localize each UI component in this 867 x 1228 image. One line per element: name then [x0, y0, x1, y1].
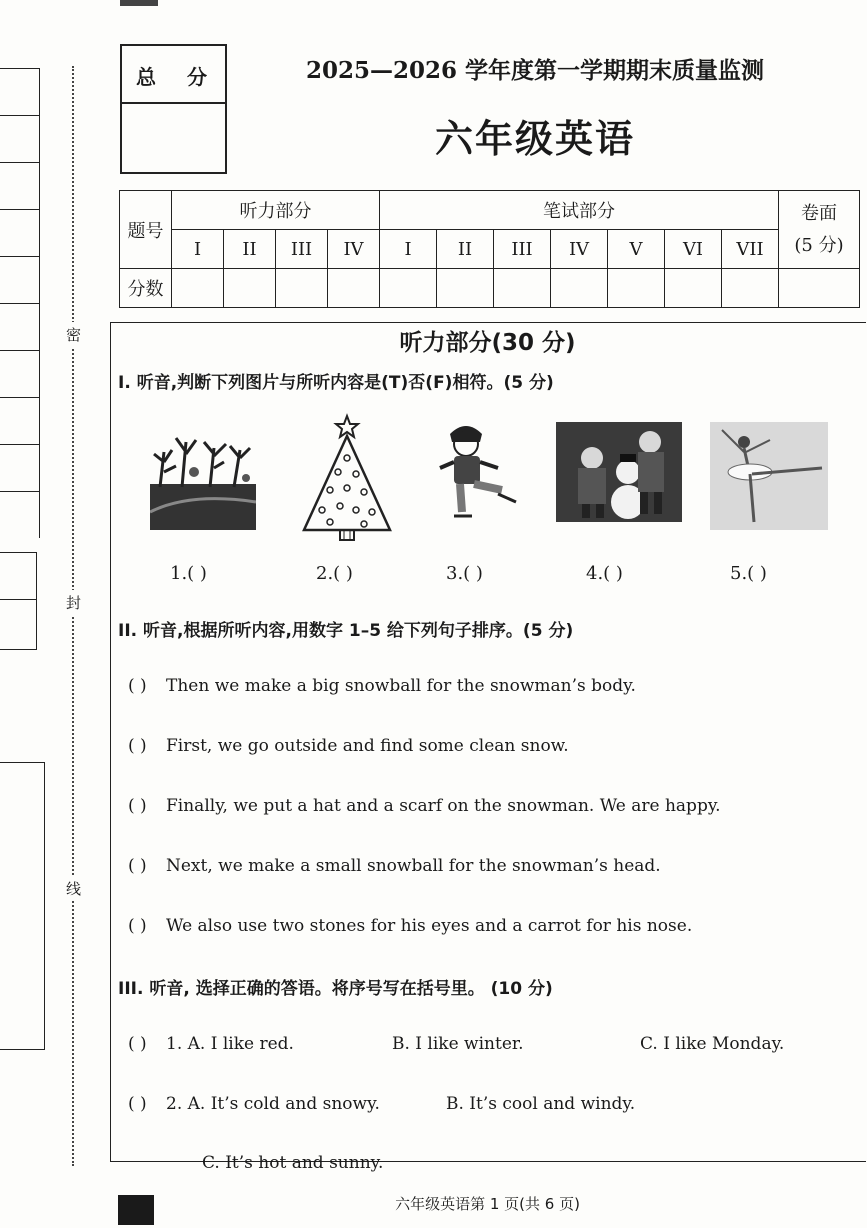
writing-numeral: II — [437, 230, 494, 269]
score-cell[interactable] — [722, 269, 779, 308]
sentence-text: Then we make a big snowball for the snowman’s body. — [166, 676, 636, 696]
sentence-text: Next, we make a small snowball for the snowman’s head. — [166, 856, 661, 876]
answer-paren[interactable]: ( ) — [128, 1034, 147, 1054]
listening-numeral: III — [276, 230, 328, 269]
christmas-tree-picture — [300, 412, 395, 544]
question-2 — [128, 1094, 380, 1114]
writing-numeral: III — [494, 230, 551, 269]
score-cell[interactable] — [328, 269, 380, 308]
writing-numeral: IV — [551, 230, 608, 269]
question-1 — [128, 1034, 294, 1054]
order-sentence — [128, 736, 569, 756]
sentence-text: Finally, we put a hat and a scarf on the snowman. We are happy. — [166, 796, 721, 816]
score-cell[interactable] — [380, 269, 437, 308]
score-cell[interactable] — [779, 269, 860, 308]
picture-4-blank[interactable]: 4.( ) — [586, 563, 623, 584]
listening-numeral: I — [172, 230, 224, 269]
q1-option-a: 1. A. I like red. — [166, 1034, 294, 1054]
answer-paren[interactable]: ( ) — [128, 796, 147, 816]
binding-lines — [0, 68, 40, 538]
seal-char-feng: 封 — [66, 590, 81, 615]
neatness-points: (5 分) — [794, 234, 844, 256]
seal-char-mi: 密 — [66, 322, 81, 347]
total-score-label: 总 分 — [122, 46, 225, 104]
score-cell[interactable] — [224, 269, 276, 308]
order-sentence — [128, 676, 636, 696]
q2-option-c: C. It’s hot and sunny. — [202, 1153, 384, 1173]
score-cell[interactable] — [665, 269, 722, 308]
part2-heading: II. 听音,根据所听内容,用数字 1–5 给下列句子排序。(5 分) — [118, 621, 574, 641]
q1-option-c: C. I like Monday. — [640, 1034, 785, 1054]
listening-numeral: IV — [328, 230, 380, 269]
writing-numeral: VI — [665, 230, 722, 269]
answer-paren[interactable]: ( ) — [128, 856, 147, 876]
picture-1-blank[interactable]: 1.( ) — [170, 563, 207, 584]
part3-heading: III. 听音, 选择正确的答语。将序号写在括号里。 (10 分) — [118, 979, 553, 999]
part1-heading: I. 听音,判断下列图片与所听内容是(T)否(F)相符。(5 分) — [118, 373, 554, 393]
score-cell[interactable] — [437, 269, 494, 308]
q2-option-a: 2. A. It’s cold and snowy. — [166, 1094, 380, 1114]
writing-numeral: VII — [722, 230, 779, 269]
order-sentence — [128, 916, 692, 936]
snowman-picture — [556, 422, 682, 522]
boy-skating-picture — [436, 420, 528, 530]
exam-title: 六年级英语 — [434, 116, 635, 161]
page-footer: 六年级英语第 1 页(共 6 页) — [395, 1195, 580, 1213]
seal-dotted-line — [72, 66, 74, 1166]
garden-plants-picture — [150, 432, 256, 530]
col-label: 题号 — [120, 191, 172, 269]
score-cell[interactable] — [551, 269, 608, 308]
answer-paren[interactable]: ( ) — [128, 736, 147, 756]
neatness-label: 卷面 — [801, 202, 837, 224]
score-cell[interactable] — [276, 269, 328, 308]
row-label: 分数 — [120, 269, 172, 308]
q1-option-b: B. I like winter. — [392, 1034, 524, 1054]
writing-numeral: V — [608, 230, 665, 269]
ballet-dancer-picture — [710, 422, 828, 530]
total-score-box — [120, 44, 227, 174]
listening-numeral: II — [224, 230, 276, 269]
answer-paren[interactable]: ( ) — [128, 916, 147, 936]
answer-paren[interactable]: ( ) — [128, 676, 147, 696]
listening-label: 听力部分 — [172, 191, 380, 230]
top-mark — [120, 0, 158, 6]
writing-numeral: I — [380, 230, 437, 269]
listening-section-title: 听力部分(30 分) — [399, 330, 576, 356]
sentence-text: We also use two stones for his eyes and a carrot for his nose. — [166, 916, 693, 936]
picture-3-blank[interactable]: 3.( ) — [446, 563, 483, 584]
score-table — [119, 190, 860, 308]
binding-box-small — [0, 552, 37, 650]
order-sentence — [128, 796, 721, 816]
q2-option-b: B. It’s cool and windy. — [446, 1094, 636, 1114]
writing-label: 笔试部分 — [380, 191, 779, 230]
score-cell[interactable] — [608, 269, 665, 308]
picture-5-blank[interactable]: 5.( ) — [730, 563, 767, 584]
binding-box-large — [0, 762, 45, 1050]
neatness-cell — [779, 191, 860, 269]
exam-year-line: 2025—2026 学年度第一学期期末质量监测 — [305, 57, 765, 84]
picture-2-blank[interactable]: 2.( ) — [316, 563, 353, 584]
seal-char-xian: 线 — [66, 876, 81, 901]
score-cell[interactable] — [494, 269, 551, 308]
sentence-text: First, we go outside and find some clean snow. — [166, 736, 569, 756]
order-sentence — [128, 856, 661, 876]
answer-paren[interactable]: ( ) — [128, 1094, 147, 1114]
score-cell[interactable] — [172, 269, 224, 308]
